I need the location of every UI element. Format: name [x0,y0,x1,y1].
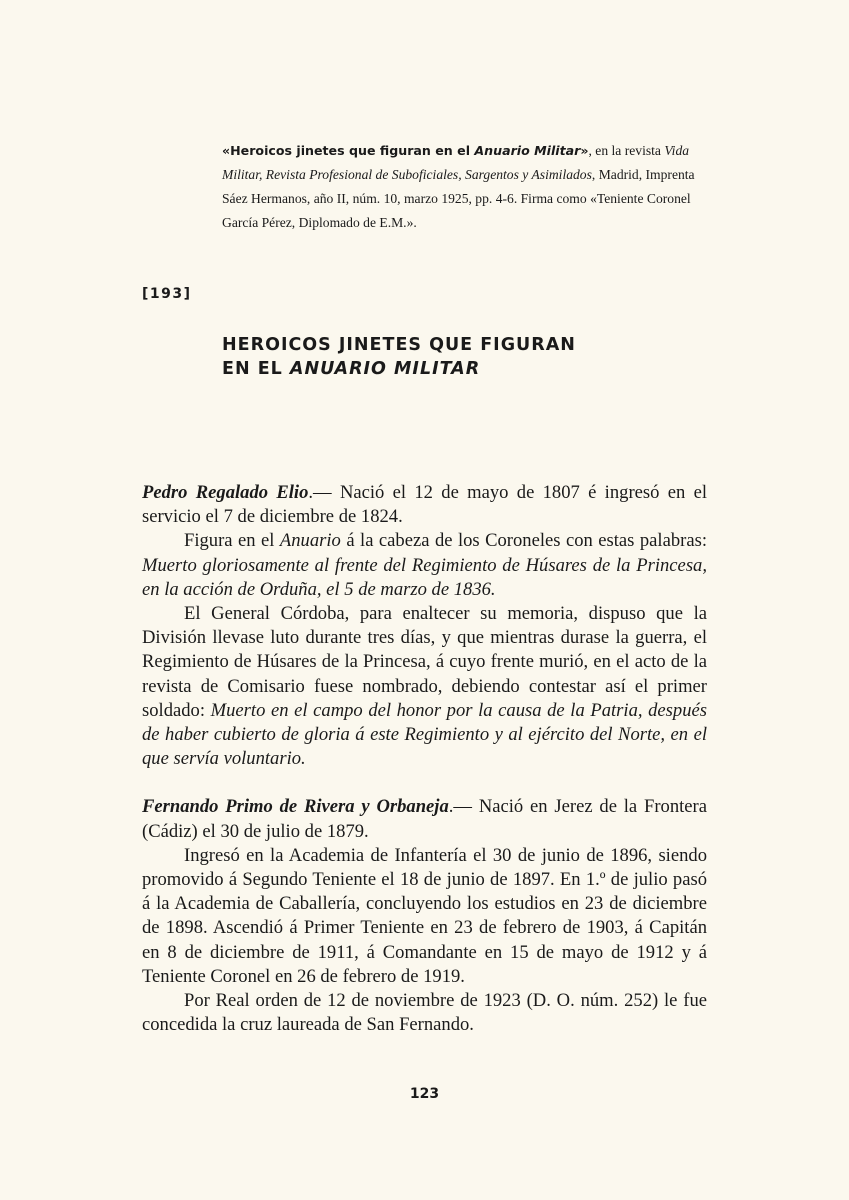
entry-1-intro: Pedro Regalado Elio.— Nació el 12 de mayo de 1807 é ingresó en el servicio el 7 de diciembre de 1824. [142,482,708,528]
source-note [222,139,722,235]
page-number: 123 [409,1086,440,1102]
source-title-italic: Anuario Militar [474,143,581,158]
entry-1-name: Pedro Regalado Elio [142,482,309,503]
entry-2-paragraph-3: Por Real orden de 12 de noviembre de 1923 (D. O. núm. 252) le fue concedida la cruz laureada de San Fernando. [142,990,707,1036]
entry-1-paragraph-2: Figura en el Anuario á la cabeza de los Coroneles con estas palabras: Muerto gloriosamente al frente del Regimiento de Húsares de la Princesa, en la acción de Orduña, el 5 de marzo de 1836. [142,530,707,600]
title-line-1: HEROICOS JINETES QUE FIGURAN [222,335,576,355]
source-text-2: , Madrid, Imprenta Sáez Hermanos, año II, núm. 10, marzo 1925, pp. 4-6. Firma como «Teniente Coronel García Pérez, Diplomado de E.M.». [222,167,695,230]
entry-2-intro: Fernando Primo de Rivera y Orbaneja.— Nació en Jerez de la Frontera (Cádiz) el 30 de julio de 1879. [142,796,707,842]
article-title [222,333,702,381]
journal-name: Vida Militar, Revista Profesional de Suboficiales, Sargentos y Asimilados [222,143,690,182]
title-line-2: EN EL ANUARIO MILITAR [222,359,481,379]
source-title: «Heroicos jinetes que figuran en el Anuario Militar» [222,143,589,158]
entry-2-name: Fernando Primo de Rivera y Orbaneja [142,796,449,818]
entry-1-paragraph-3: El General Córdoba, para enaltecer su memoria, dispuso que la División llevase luto durante tres días, y que mientras durase la guerra, el Regimiento de Húsares de la Princesa, á cuyo frente murió, en el acto de la revista de Comisario fuese nombrado, debiendo contestar así el primer soldado: Muerto en el campo del honor por la causa de la Patria, después de haber cubierto de gloria á este Regimiento y al ejército del Norte, en el que servía voluntario. [142,603,707,770]
document-number: [193] [142,286,192,302]
entry-2-paragraph-2: Ingresó en la Academia de Infantería el 30 de junio de 1896, siendo promovido á Segundo Teniente el 18 de junio de 1897. En 1.º de julio pasó á la Academia de Caballería, concluyendo los estudios en 23 de diciembre de 1898. Ascendió á Primer Teniente en 23 de febrero de 1903, á Capitán en 8 de diciembre de 1911, á Comandante en 15 de mayo de 1912 y á Teniente Coronel en 26 de febrero de 1919. [142,844,707,987]
article-body [142,481,707,1037]
source-text-1: , en la revista [588,143,665,158]
